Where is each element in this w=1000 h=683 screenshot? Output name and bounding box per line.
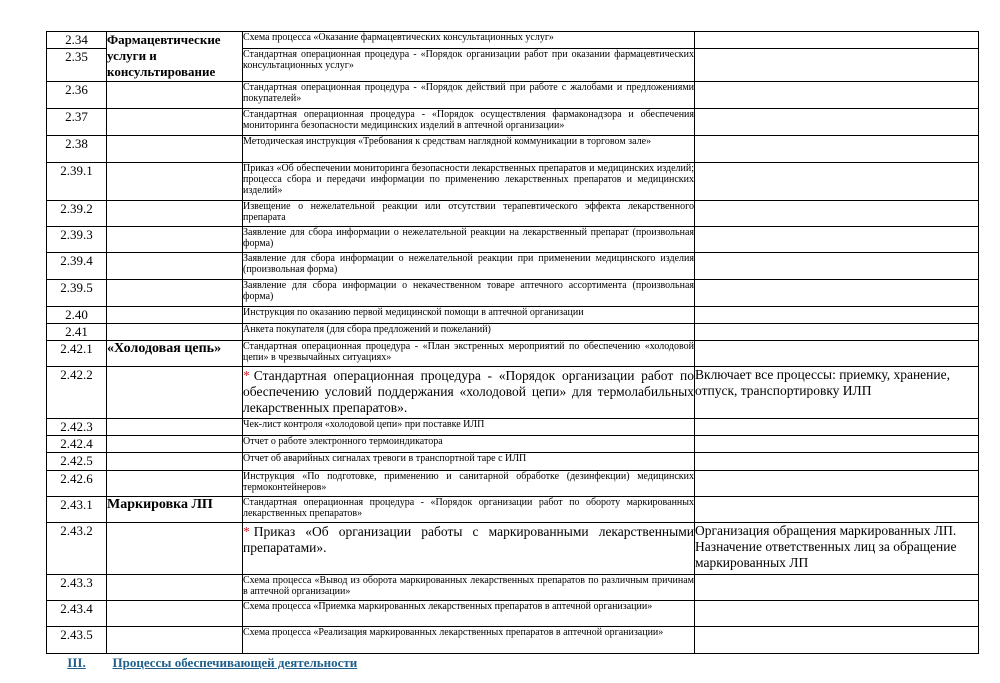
group-label-cold-chain: «Холодовая цепь» [107,341,243,367]
document-note [695,575,979,601]
group-label-empty [107,367,243,419]
group-label-empty [107,453,243,471]
table-row [47,32,979,49]
group-label-empty [107,575,243,601]
document-description: Инструкция по оказанию первой медицинской помощи в аптечной организации [243,307,695,324]
table-row [47,367,979,419]
group-label-empty [107,471,243,497]
document-description [243,523,695,575]
document-note [695,201,979,227]
document-note [695,253,979,280]
description-text: Стандартная операционная процедура - «Порядок организации работ по обеспечению условий поддержания «холодовой цепи» для термолабильных лекарственных препаратов». [243,368,694,415]
document-description: Анкета покупателя (для сбора предложений и пожеланий) [243,324,695,341]
group-label-empty [107,136,243,163]
document-note [695,82,979,109]
row-number: 2.41 [47,324,107,341]
row-number: 2.38 [47,136,107,163]
document-note [695,32,979,49]
document-note [695,109,979,136]
document-description: Схема процесса «Вывод из оборота маркированных лекарственных препаратов по различным причинам в аптечной организации» [243,575,695,601]
group-label-empty [107,324,243,341]
table-row [47,627,979,654]
document-description: Стандартная операционная процедура - «Порядок осуществления фармаконадзора и обеспечения мониторинга безопасности медицинских изделий в аптечной организации» [243,109,695,136]
section-title: Процессы обеспечивающей деятельности [107,654,979,671]
document-note [695,227,979,253]
document-description: Стандартная операционная процедура - «Порядок организации работ по обороту маркированных лекарственных препаратов» [243,497,695,523]
table-row [47,419,979,436]
row-number: 2.43.5 [47,627,107,654]
document-note [695,341,979,367]
table-row [47,163,979,201]
row-number: 2.43.4 [47,601,107,627]
row-number: 2.42.1 [47,341,107,367]
row-number: 2.39.1 [47,163,107,201]
group-label-empty [107,523,243,575]
document-description: Стандартная операционная процедура - «Порядок действий при работе с жалобами и предложениями покупателей» [243,82,695,109]
document-description: Заявление для сбора информации о некачественном товаре аптечного ассортимента (произвольная форма) [243,280,695,307]
description-text: Приказ «Об организации работы с маркированными лекарственными препаратами». [243,524,694,555]
table-row [47,201,979,227]
document-note [695,497,979,523]
row-number: 2.42.2 [47,367,107,419]
table-row [47,253,979,280]
group-label-empty [107,253,243,280]
document-description: Стандартная операционная процедура - «План экстренных мероприятий по обеспечению «холодовой цепи» в чрезвычайных ситуациях» [243,341,695,367]
row-number: 2.42.3 [47,419,107,436]
table-row [47,471,979,497]
row-number: 2.40 [47,307,107,324]
document-note: Включает все процессы: приемку, хранение, отпуск, транспортировку ИЛП [695,367,979,419]
document-note [695,453,979,471]
document-note [695,307,979,324]
document-description [243,367,695,419]
document-description: Приказ «Об обеспечении мониторинга безопасности лекарственных препаратов и медицинских изделий; процесса сбора и передачи информации по применению лекарственных препаратов и медицинских изделий» [243,163,695,201]
document-note [695,49,979,82]
document-description: Инструкция «По подготовке, применению и санитарной обработке (дезинфекции) медицинских термоконтейнеров» [243,471,695,497]
document-table [46,31,979,670]
document-note [695,163,979,201]
table-row [47,227,979,253]
document-note [695,136,979,163]
document-note [695,471,979,497]
table-row [47,601,979,627]
document-description: Методическая инструкция «Требования к средствам наглядной коммуникации в торговом зале» [243,136,695,163]
table-row [47,575,979,601]
table-row [47,307,979,324]
row-number: 2.39.3 [47,227,107,253]
document-description: Извещение о нежелательной реакции или отсутствии терапевтического эффекта лекарственного препарата [243,201,695,227]
document-note [695,601,979,627]
document-note [695,324,979,341]
table-row [47,341,979,367]
row-number: 2.39.2 [47,201,107,227]
document-description: Отчет о работе электронного термоиндикатора [243,436,695,453]
table-row [47,280,979,307]
row-number: 2.43.3 [47,575,107,601]
table-row [47,523,979,575]
row-number: 2.43.2 [47,523,107,575]
document-description: Схема процесса «Реализация маркированных лекарственных препаратов в аптечной организации» [243,627,695,654]
table-row [47,82,979,109]
document-description: Схема процесса «Оказание фармацевтических консультационных услуг» [243,32,695,49]
document-note: Организация обращения маркированных ЛП. Назначение ответственных лиц за обращение маркированных ЛП [695,523,979,575]
section-number: III. [47,654,107,671]
group-label-empty [107,163,243,201]
table-row [47,497,979,523]
group-label-empty [107,601,243,627]
row-number: 2.42.6 [47,471,107,497]
document-note [695,627,979,654]
document-description: Заявление для сбора информации о нежелательной реакции на лекарственный препарат (произвольная форма) [243,227,695,253]
group-label-empty [107,627,243,654]
group-label-empty [107,201,243,227]
row-number: 2.42.4 [47,436,107,453]
table-row [47,109,979,136]
group-label-empty [107,307,243,324]
required-asterisk: * [243,524,250,539]
group-label-empty [107,82,243,109]
group-label-empty [107,436,243,453]
row-number: 2.39.4 [47,253,107,280]
row-number: 2.39.5 [47,280,107,307]
row-number: 2.34 [47,32,107,49]
document-description: Заявление для сбора информации о нежелательной реакции при применении медицинского изделия (произвольная форма) [243,253,695,280]
document-note [695,419,979,436]
group-label-empty [107,109,243,136]
table-row [47,436,979,453]
document-description: Отчет об аварийных сигналах тревоги в транспортной таре с ИЛП [243,453,695,471]
table-row [47,324,979,341]
table-row [47,453,979,471]
required-asterisk: * [243,368,250,383]
group-label-marking: Маркировка ЛП [107,497,243,523]
table-row [47,136,979,163]
section-row [47,654,979,671]
row-number: 2.43.1 [47,497,107,523]
document-description: Стандартная операционная процедура - «Порядок организации работ при оказании фармацевтических консультационных услуг» [243,49,695,82]
document-description: Схема процесса «Приемка маркированных лекарственных препаратов в аптечной организации» [243,601,695,627]
row-number: 2.36 [47,82,107,109]
group-label-pharma: Фармацевтические услуги и консультирование [107,32,243,82]
document-note [695,280,979,307]
group-label-empty [107,227,243,253]
row-number: 2.37 [47,109,107,136]
row-number: 2.42.5 [47,453,107,471]
group-label-empty [107,419,243,436]
row-number: 2.35 [47,49,107,82]
document-note [695,436,979,453]
group-label-empty [107,280,243,307]
document-description: Чек-лист контроля «холодовой цепи» при поставке ИЛП [243,419,695,436]
